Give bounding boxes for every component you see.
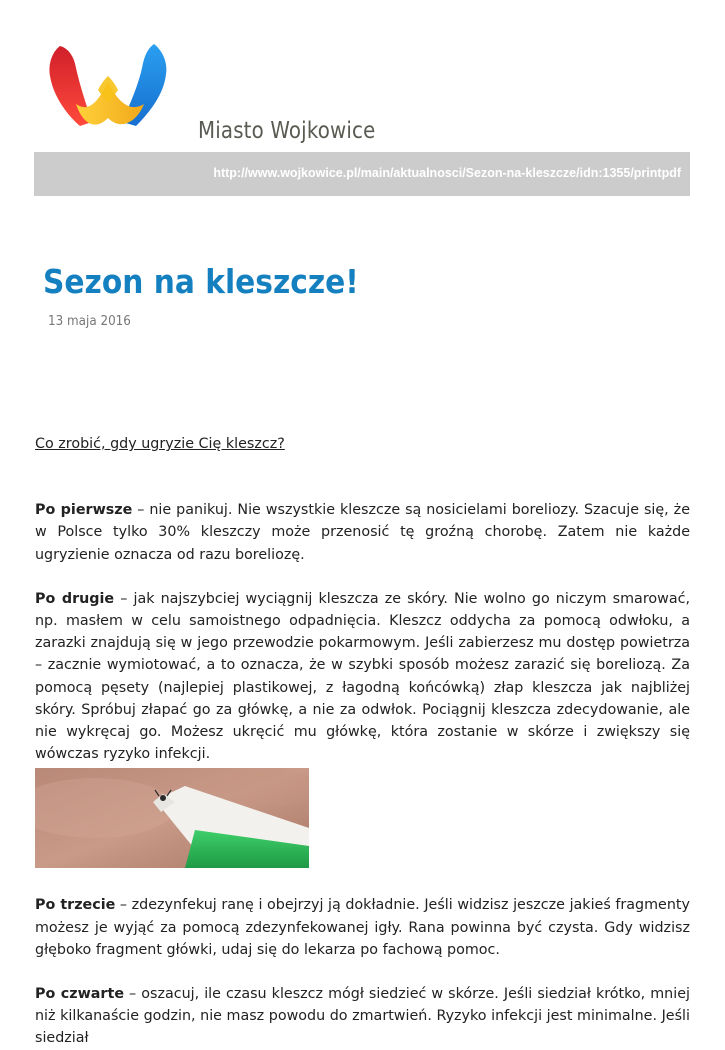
- section-paragraph: [35, 588, 690, 766]
- section-heading: Po czwarte: [35, 986, 125, 1003]
- section-heading: Po pierwsze: [35, 502, 133, 519]
- article-date: 13 maja 2016: [48, 314, 131, 329]
- section-heading: Po trzecie: [35, 897, 116, 914]
- article-url-link[interactable]: http://www.wojkowice.pl/main/aktualnosci/Sezon-na-kleszcze/idn:1355/printpdf: [213, 166, 681, 180]
- section-text: – jak najszybciej wyciągnij kleszcza ze skóry. Nie wolno go niczym smarować, np. masłem w celu samoistnego odpadnięcia. Kleszcz oddycha za pomocą odwłoku, a zarazki znajdują się w jego przewodzie pokarmowym. Jeśli zabierzesz mu dostęp powietrza – zacznie wymiotować, a to oznacza, że w szybki sposób możesz zarazić się boreliozą. Za pomocą pęsety (najlepiej plastikowej, z łagodną końcówką) złap kleszcza jak najbliżej skóry. Spróbuj złapać go za główkę, a nie za odwłok. Pociągnij kleszcza zdecydowanie, ale nie wykręcaj go. Możesz ukręcić mu główkę, która zostanie w skórze i zwiększy się wówczas ryzyko infekcji.: [35, 590, 690, 763]
- section-heading: Po drugie: [35, 590, 115, 607]
- section-text: – oszacuj, ile czasu kleszcz mógł siedzieć w skórze. Jeśli siedział krótko, mniej niż kilkanaście godzin, nie masz powodu do zmartwień. Ryzyko infekcji jest minimalne. Jeśli siedział: [35, 986, 690, 1047]
- section-text: – zdezynfekuj ranę i obejrzyj ją dokładnie. Jeśli widzisz jeszcze jakieś fragmenty możesz je wyjąć za pomocą zdezynfekowanej igły. Rana powinna być czysta. Gdy widzisz głęboko fragment główki, udaj się do lekarza po fachową pomoc.: [35, 897, 690, 958]
- article-title: Sezon na kleszcze!: [43, 262, 359, 301]
- site-name: Miasto Wojkowice: [198, 118, 376, 144]
- section-paragraph: [35, 499, 690, 566]
- section-paragraph: [35, 894, 690, 961]
- section-paragraph: [35, 983, 690, 1050]
- logo: [46, 42, 178, 134]
- tick-removal-photo: [35, 768, 309, 868]
- intro-question: Co zrobić, gdy ugryzie Cię kleszcz?: [35, 436, 285, 452]
- section-text: – nie panikuj. Nie wszystkie kleszcze są nosicielami boreliozy. Szacuje się, że w Polsce tylko 30% kleszczy może przenosić tę groźną chorobę. Zatem nie każde ugryzienie oznacza od razu boreliozę.: [35, 502, 690, 563]
- url-bar: [34, 152, 690, 196]
- article-body: [35, 433, 690, 1050]
